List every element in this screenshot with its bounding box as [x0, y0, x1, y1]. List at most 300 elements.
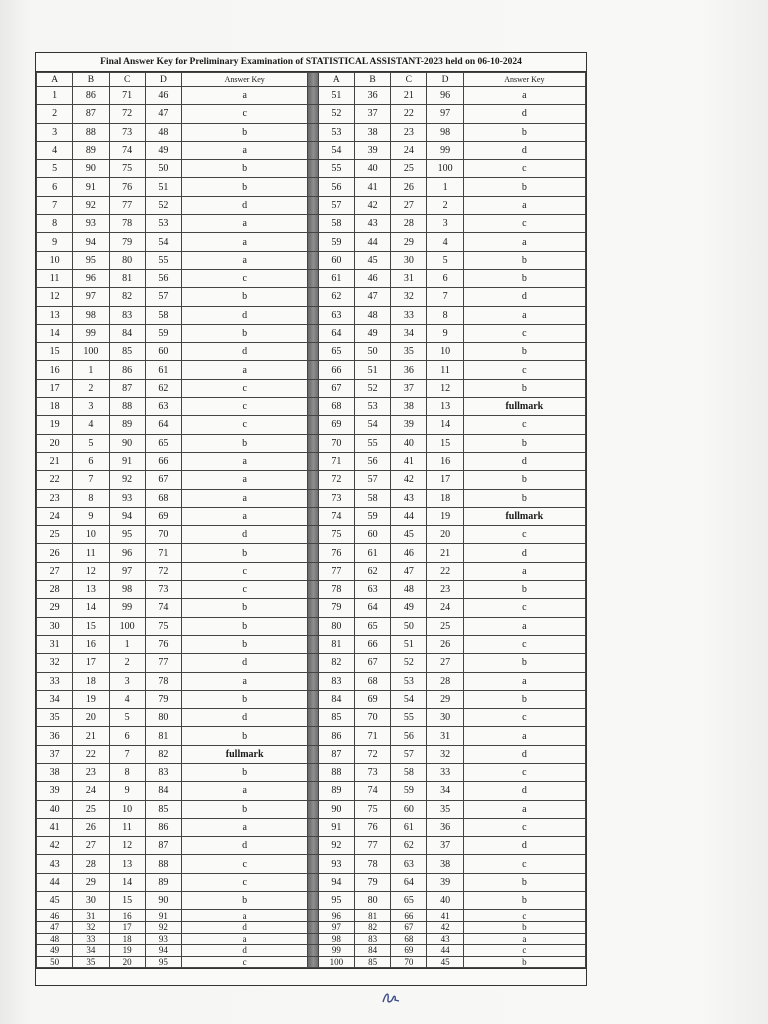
q-b-left: 17	[73, 654, 109, 672]
q-d-left: 61	[145, 361, 181, 379]
column-separator	[308, 933, 318, 945]
answer-left: a	[182, 361, 308, 379]
q-a-right: 76	[318, 544, 354, 562]
table-row	[37, 343, 586, 361]
q-d-left: 83	[145, 763, 181, 781]
q-d-right: 39	[427, 873, 463, 891]
q-d-right: 42	[427, 921, 463, 933]
q-a-right: 53	[318, 123, 354, 141]
table-row	[37, 745, 586, 763]
q-d-right: 97	[427, 105, 463, 123]
q-b-right: 56	[354, 452, 390, 470]
col-header-d: D	[145, 73, 181, 87]
q-a-right: 67	[318, 379, 354, 397]
column-separator	[308, 324, 318, 342]
q-b-right: 69	[354, 690, 390, 708]
q-d-right: 9	[427, 324, 463, 342]
q-c-left: 88	[109, 398, 145, 416]
q-d-left: 62	[145, 379, 181, 397]
table-row	[37, 526, 586, 544]
answer-left: a	[182, 672, 308, 690]
answer-left: a	[182, 233, 308, 251]
q-a-right: 97	[318, 921, 354, 933]
q-a-right: 82	[318, 654, 354, 672]
q-c-left: 13	[109, 855, 145, 873]
q-c-right: 21	[391, 87, 427, 105]
q-c-left: 96	[109, 544, 145, 562]
answer-right: c	[463, 361, 585, 379]
q-c-right: 43	[391, 489, 427, 507]
q-c-left: 98	[109, 581, 145, 599]
q-b-right: 57	[354, 471, 390, 489]
q-c-right: 59	[391, 782, 427, 800]
q-c-right: 25	[391, 160, 427, 178]
q-c-right: 31	[391, 269, 427, 287]
answer-left: d	[182, 837, 308, 855]
q-c-right: 47	[391, 562, 427, 580]
column-separator	[308, 873, 318, 891]
q-d-right: 1	[427, 178, 463, 196]
table-row	[37, 855, 586, 873]
column-separator	[308, 672, 318, 690]
q-d-right: 6	[427, 269, 463, 287]
answer-left: a	[182, 782, 308, 800]
q-d-left: 80	[145, 709, 181, 727]
q-b-right: 70	[354, 709, 390, 727]
q-c-right: 45	[391, 526, 427, 544]
q-a-right: 98	[318, 933, 354, 945]
q-a-left: 8	[37, 215, 73, 233]
q-d-left: 93	[145, 933, 181, 945]
q-c-left: 85	[109, 343, 145, 361]
q-c-right: 48	[391, 581, 427, 599]
q-c-left: 17	[109, 921, 145, 933]
q-b-left: 98	[73, 306, 109, 324]
column-separator	[308, 471, 318, 489]
q-d-right: 20	[427, 526, 463, 544]
column-separator	[308, 562, 318, 580]
q-a-right: 75	[318, 526, 354, 544]
table-row	[37, 215, 586, 233]
answer-right: a	[463, 562, 585, 580]
column-separator	[308, 507, 318, 525]
q-c-left: 93	[109, 489, 145, 507]
answer-left: a	[182, 910, 308, 922]
q-a-right: 64	[318, 324, 354, 342]
q-a-left: 43	[37, 855, 73, 873]
q-b-left: 8	[73, 489, 109, 507]
q-c-left: 81	[109, 269, 145, 287]
q-c-left: 11	[109, 818, 145, 836]
answer-left: d	[182, 526, 308, 544]
q-c-left: 4	[109, 690, 145, 708]
q-d-left: 76	[145, 635, 181, 653]
q-c-right: 69	[391, 945, 427, 957]
table-row	[37, 562, 586, 580]
q-a-right: 87	[318, 745, 354, 763]
q-d-left: 75	[145, 617, 181, 635]
answer-left: d	[182, 196, 308, 214]
q-c-left: 75	[109, 160, 145, 178]
q-c-left: 74	[109, 141, 145, 159]
q-a-left: 30	[37, 617, 73, 635]
q-a-left: 13	[37, 306, 73, 324]
q-b-right: 38	[354, 123, 390, 141]
answer-right: a	[463, 233, 585, 251]
q-a-left: 23	[37, 489, 73, 507]
answer-right: c	[463, 416, 585, 434]
q-b-left: 13	[73, 581, 109, 599]
q-a-left: 31	[37, 635, 73, 653]
q-b-left: 31	[73, 910, 109, 922]
q-c-left: 99	[109, 599, 145, 617]
table-row	[37, 434, 586, 452]
answer-right: b	[463, 343, 585, 361]
q-a-left: 32	[37, 654, 73, 672]
q-d-left: 53	[145, 215, 181, 233]
q-d-right: 30	[427, 709, 463, 727]
answer-right: a	[463, 617, 585, 635]
column-separator	[308, 818, 318, 836]
q-d-right: 32	[427, 745, 463, 763]
column-separator	[308, 141, 318, 159]
q-d-left: 70	[145, 526, 181, 544]
q-b-left: 27	[73, 837, 109, 855]
q-b-left: 94	[73, 233, 109, 251]
q-d-right: 8	[427, 306, 463, 324]
q-d-right: 18	[427, 489, 463, 507]
q-d-left: 67	[145, 471, 181, 489]
q-c-right: 37	[391, 379, 427, 397]
q-b-left: 5	[73, 434, 109, 452]
q-c-left: 91	[109, 452, 145, 470]
table-row	[37, 452, 586, 470]
q-d-left: 47	[145, 105, 181, 123]
q-a-right: 71	[318, 452, 354, 470]
q-d-right: 10	[427, 343, 463, 361]
q-b-right: 58	[354, 489, 390, 507]
column-separator	[308, 379, 318, 397]
answer-right: d	[463, 837, 585, 855]
q-b-left: 93	[73, 215, 109, 233]
q-b-right: 49	[354, 324, 390, 342]
q-d-left: 91	[145, 910, 181, 922]
q-c-right: 57	[391, 745, 427, 763]
q-c-right: 40	[391, 434, 427, 452]
q-a-left: 21	[37, 452, 73, 470]
table-row	[37, 635, 586, 653]
column-separator	[308, 599, 318, 617]
q-d-left: 57	[145, 288, 181, 306]
column-separator	[308, 956, 318, 968]
q-a-left: 45	[37, 892, 73, 910]
q-b-left: 6	[73, 452, 109, 470]
q-d-left: 59	[145, 324, 181, 342]
q-b-left: 2	[73, 379, 109, 397]
q-a-right: 54	[318, 141, 354, 159]
answer-left: a	[182, 933, 308, 945]
q-a-left: 17	[37, 379, 73, 397]
q-b-left: 24	[73, 782, 109, 800]
answer-left: d	[182, 921, 308, 933]
q-a-left: 7	[37, 196, 73, 214]
answer-left: b	[182, 800, 308, 818]
q-d-left: 92	[145, 921, 181, 933]
answer-right: c	[463, 599, 585, 617]
q-d-left: 58	[145, 306, 181, 324]
q-c-right: 44	[391, 507, 427, 525]
answer-right: fullmark	[463, 398, 585, 416]
q-d-left: 78	[145, 672, 181, 690]
q-d-right: 13	[427, 398, 463, 416]
q-a-left: 38	[37, 763, 73, 781]
q-b-left: 95	[73, 251, 109, 269]
answer-left: c	[182, 562, 308, 580]
q-d-left: 66	[145, 452, 181, 470]
col-header-a: A	[37, 73, 73, 87]
q-c-right: 23	[391, 123, 427, 141]
answer-left: c	[182, 581, 308, 599]
q-a-right: 61	[318, 269, 354, 287]
q-d-right: 25	[427, 617, 463, 635]
q-b-left: 86	[73, 87, 109, 105]
q-a-right: 83	[318, 672, 354, 690]
table-row	[37, 800, 586, 818]
q-b-right: 44	[354, 233, 390, 251]
q-a-left: 2	[37, 105, 73, 123]
q-d-right: 22	[427, 562, 463, 580]
q-b-right: 81	[354, 910, 390, 922]
q-b-left: 21	[73, 727, 109, 745]
q-c-right: 30	[391, 251, 427, 269]
table-row	[37, 818, 586, 836]
q-b-right: 52	[354, 379, 390, 397]
q-a-left: 27	[37, 562, 73, 580]
q-d-right: 12	[427, 379, 463, 397]
q-b-right: 48	[354, 306, 390, 324]
answer-left: b	[182, 434, 308, 452]
column-separator	[308, 489, 318, 507]
signature-mark	[380, 990, 402, 1010]
col-header-d-right: D	[427, 73, 463, 87]
table-row	[37, 141, 586, 159]
q-d-right: 19	[427, 507, 463, 525]
table-row	[37, 489, 586, 507]
table-row	[37, 361, 586, 379]
q-d-right: 7	[427, 288, 463, 306]
q-c-right: 51	[391, 635, 427, 653]
q-c-right: 53	[391, 672, 427, 690]
column-separator	[308, 690, 318, 708]
answer-left: c	[182, 855, 308, 873]
answer-left: c	[182, 416, 308, 434]
q-c-right: 36	[391, 361, 427, 379]
column-separator	[308, 361, 318, 379]
q-b-right: 65	[354, 617, 390, 635]
q-d-right: 31	[427, 727, 463, 745]
q-a-right: 99	[318, 945, 354, 957]
q-b-left: 23	[73, 763, 109, 781]
column-separator	[308, 434, 318, 452]
answer-left: b	[182, 544, 308, 562]
answer-right: c	[463, 324, 585, 342]
table-row	[37, 288, 586, 306]
q-a-right: 70	[318, 434, 354, 452]
q-b-right: 71	[354, 727, 390, 745]
q-a-right: 69	[318, 416, 354, 434]
q-a-left: 25	[37, 526, 73, 544]
q-b-left: 10	[73, 526, 109, 544]
column-separator	[308, 782, 318, 800]
answer-key-body	[37, 87, 586, 968]
q-c-right: 32	[391, 288, 427, 306]
answer-left: a	[182, 87, 308, 105]
table-row	[37, 160, 586, 178]
q-c-left: 2	[109, 654, 145, 672]
q-c-right: 39	[391, 416, 427, 434]
q-a-right: 94	[318, 873, 354, 891]
table-row	[37, 690, 586, 708]
q-b-right: 41	[354, 178, 390, 196]
q-d-right: 33	[427, 763, 463, 781]
q-b-left: 28	[73, 855, 109, 873]
answer-right: d	[463, 544, 585, 562]
q-c-right: 66	[391, 910, 427, 922]
q-d-left: 51	[145, 178, 181, 196]
q-a-left: 46	[37, 910, 73, 922]
q-b-left: 91	[73, 178, 109, 196]
answer-key-sheet	[35, 52, 587, 986]
q-a-right: 85	[318, 709, 354, 727]
answer-left: d	[182, 343, 308, 361]
table-row	[37, 233, 586, 251]
q-d-left: 86	[145, 818, 181, 836]
q-a-right: 59	[318, 233, 354, 251]
q-b-right: 78	[354, 855, 390, 873]
q-b-right: 73	[354, 763, 390, 781]
answer-right: a	[463, 672, 585, 690]
column-separator	[308, 251, 318, 269]
answer-right: a	[463, 727, 585, 745]
table-row	[37, 956, 586, 968]
q-c-right: 38	[391, 398, 427, 416]
q-b-left: 9	[73, 507, 109, 525]
q-d-right: 98	[427, 123, 463, 141]
answer-left: d	[182, 945, 308, 957]
q-d-right: 96	[427, 87, 463, 105]
q-c-right: 65	[391, 892, 427, 910]
answer-left: a	[182, 251, 308, 269]
q-a-left: 39	[37, 782, 73, 800]
answer-left: c	[182, 269, 308, 287]
answer-left: c	[182, 873, 308, 891]
q-d-left: 89	[145, 873, 181, 891]
q-a-left: 47	[37, 921, 73, 933]
table-row	[37, 892, 586, 910]
q-d-right: 27	[427, 654, 463, 672]
column-separator	[308, 581, 318, 599]
q-b-right: 61	[354, 544, 390, 562]
q-d-right: 34	[427, 782, 463, 800]
footer-area	[36, 968, 586, 1003]
table-row	[37, 251, 586, 269]
q-b-left: 26	[73, 818, 109, 836]
q-b-right: 54	[354, 416, 390, 434]
table-row	[37, 837, 586, 855]
q-a-right: 60	[318, 251, 354, 269]
q-b-right: 82	[354, 921, 390, 933]
q-d-left: 50	[145, 160, 181, 178]
answer-right: c	[463, 910, 585, 922]
q-a-right: 79	[318, 599, 354, 617]
q-d-left: 63	[145, 398, 181, 416]
q-c-right: 54	[391, 690, 427, 708]
q-a-left: 15	[37, 343, 73, 361]
q-c-left: 79	[109, 233, 145, 251]
q-c-left: 78	[109, 215, 145, 233]
q-b-left: 4	[73, 416, 109, 434]
q-c-left: 73	[109, 123, 145, 141]
q-a-left: 9	[37, 233, 73, 251]
answer-left: b	[182, 324, 308, 342]
column-separator	[308, 709, 318, 727]
q-c-left: 77	[109, 196, 145, 214]
table-row	[37, 196, 586, 214]
column-separator	[308, 654, 318, 672]
answer-right: c	[463, 818, 585, 836]
q-a-right: 91	[318, 818, 354, 836]
q-d-left: 54	[145, 233, 181, 251]
table-row	[37, 416, 586, 434]
answer-left: a	[182, 507, 308, 525]
q-b-right: 72	[354, 745, 390, 763]
answer-right: c	[463, 526, 585, 544]
q-a-left: 42	[37, 837, 73, 855]
q-a-right: 58	[318, 215, 354, 233]
answer-right: b	[463, 251, 585, 269]
q-c-right: 55	[391, 709, 427, 727]
answer-left: c	[182, 105, 308, 123]
answer-right: a	[463, 196, 585, 214]
q-c-left: 80	[109, 251, 145, 269]
q-a-left: 33	[37, 672, 73, 690]
answer-right: d	[463, 452, 585, 470]
q-b-left: 88	[73, 123, 109, 141]
q-a-right: 56	[318, 178, 354, 196]
table-row	[37, 727, 586, 745]
q-a-left: 16	[37, 361, 73, 379]
q-b-left: 7	[73, 471, 109, 489]
column-separator	[308, 800, 318, 818]
q-b-left: 3	[73, 398, 109, 416]
answer-left: b	[182, 160, 308, 178]
q-a-right: 51	[318, 87, 354, 105]
q-c-right: 52	[391, 654, 427, 672]
q-c-right: 70	[391, 956, 427, 968]
answer-right: c	[463, 635, 585, 653]
column-separator	[308, 196, 318, 214]
q-c-left: 15	[109, 892, 145, 910]
q-b-right: 55	[354, 434, 390, 452]
q-b-left: 89	[73, 141, 109, 159]
q-a-right: 66	[318, 361, 354, 379]
q-c-right: 29	[391, 233, 427, 251]
q-c-left: 10	[109, 800, 145, 818]
q-c-right: 34	[391, 324, 427, 342]
answer-left: b	[182, 178, 308, 196]
answer-left: b	[182, 599, 308, 617]
q-c-right: 67	[391, 921, 427, 933]
